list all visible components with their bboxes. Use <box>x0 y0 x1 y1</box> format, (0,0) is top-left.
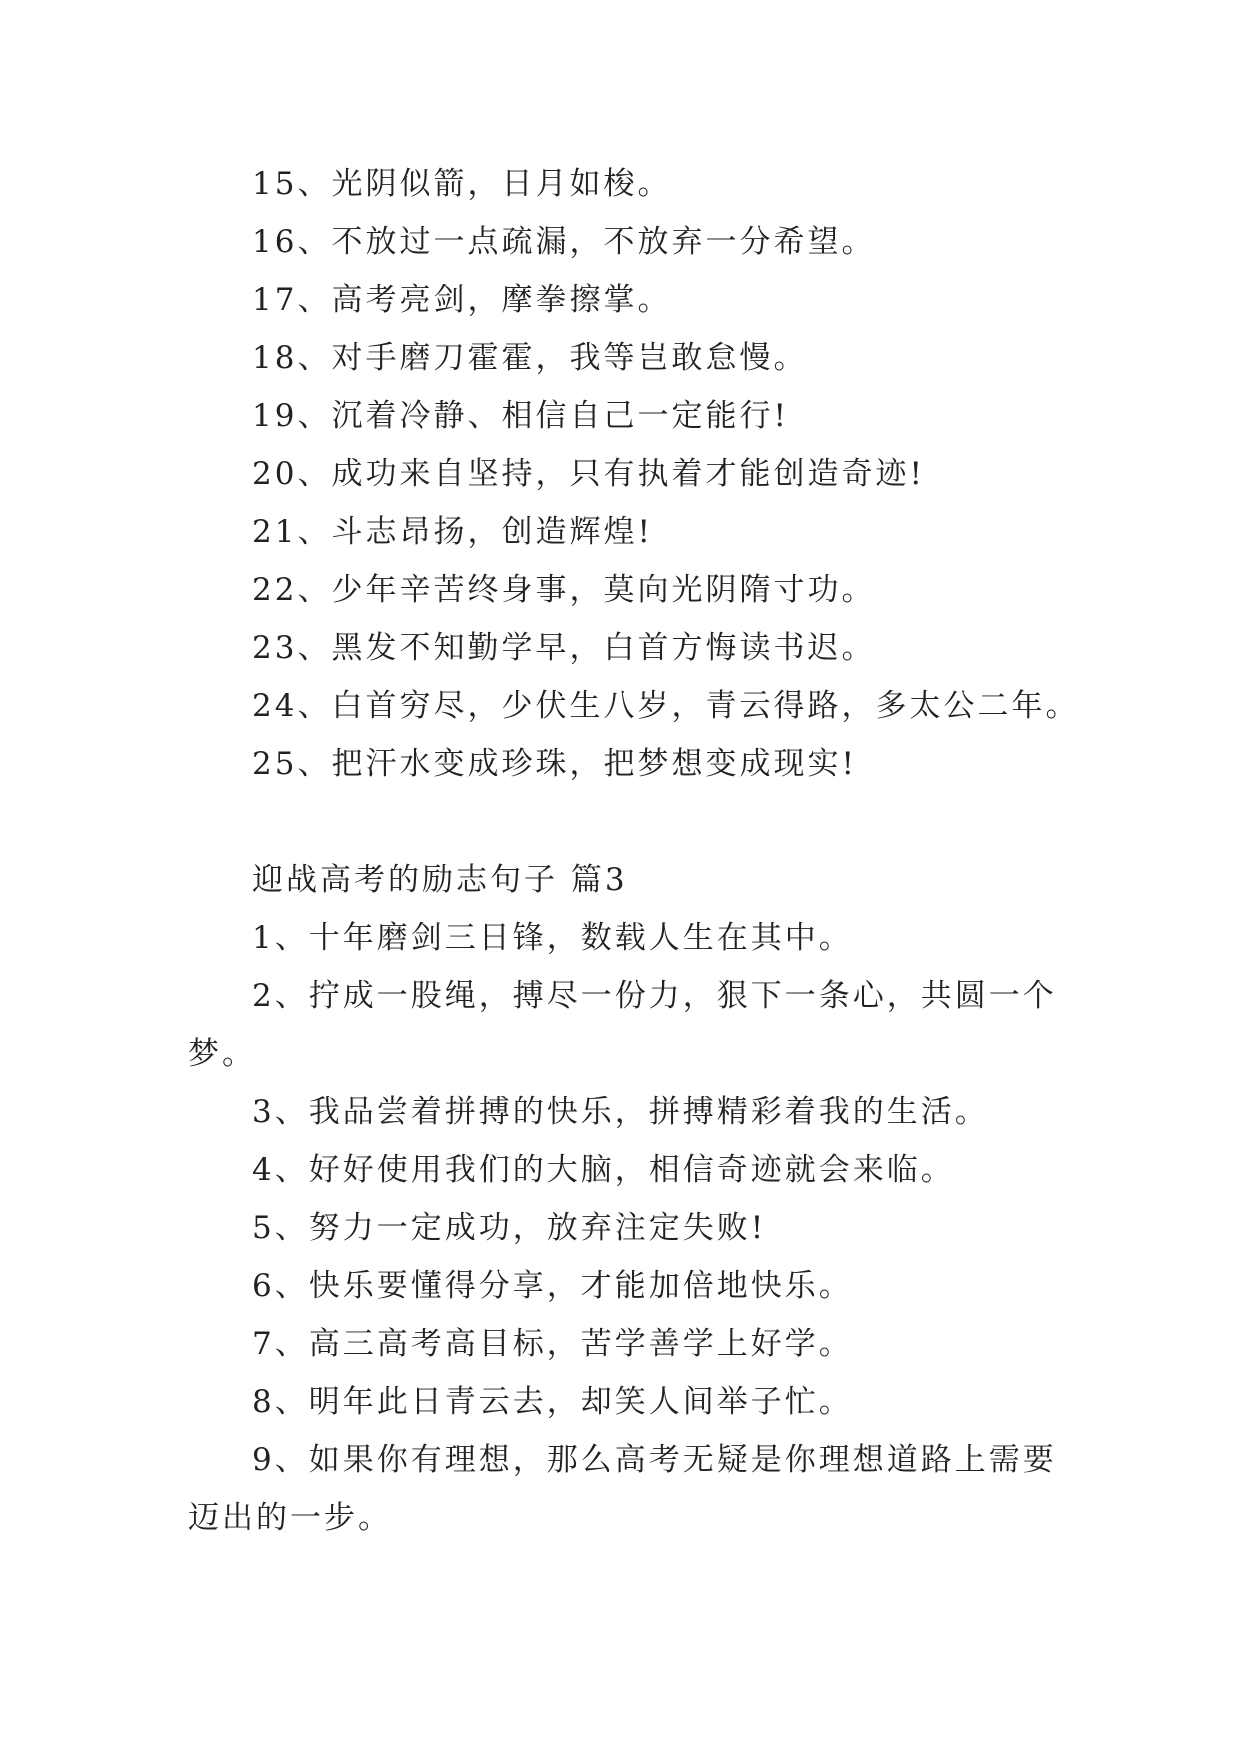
list-item: 2、拧成一股绳，搏尽一份力，狠下一条心，共圆一个梦。 <box>188 978 1057 1072</box>
list-item: 7、高三高考高目标，苦学善学上好学。 <box>252 1326 853 1362</box>
section-heading: 迎战高考的励志句子 篇3 <box>252 862 628 898</box>
list-item: 9、如果你有理想，那么高考无疑是你理想道路上需要迈出的一步。 <box>188 1442 1057 1536</box>
list-item: 23、黑发不知勤学早，白首方悔读书迟。 <box>252 630 876 666</box>
list-item: 16、不放过一点疏漏，不放弃一分希望。 <box>252 224 876 260</box>
list-item: 4、好好使用我们的大脑，相信奇迹就会来临。 <box>252 1152 955 1188</box>
list-item: 22、少年辛苦终身事，莫向光阴隋寸功。 <box>252 572 876 608</box>
list-item: 15、光阴似箭，日月如梭。 <box>252 166 672 202</box>
list-item: 3、我品尝着拼搏的快乐，拼搏精彩着我的生活。 <box>252 1094 989 1130</box>
list-item: 6、快乐要懂得分享，才能加倍地快乐。 <box>252 1268 853 1304</box>
list-item: 25、把汗水变成珍珠，把梦想变成现实! <box>252 746 857 782</box>
list-item: 19、沉着冷静、相信自己一定能行! <box>252 398 789 434</box>
list-item: 1、十年磨剑三日锋，数载人生在其中。 <box>252 920 853 956</box>
list-item: 24、白首穷尽，少伏生八岁，青云得路，多太公二年。 <box>252 688 1080 724</box>
list-item: 8、明年此日青云去，却笑人间举子忙。 <box>252 1384 853 1420</box>
list-item: 5、努力一定成功，放弃注定失败! <box>252 1210 767 1246</box>
list-item: 18、对手磨刀霍霍，我等岂敢怠慢。 <box>252 340 808 376</box>
list-item: 20、成功来自坚持，只有执着才能创造奇迹! <box>252 456 925 492</box>
list-item: 21、斗志昂扬，创造辉煌! <box>252 514 653 550</box>
list-item: 17、高考亮剑，摩拳擦掌。 <box>252 282 672 318</box>
